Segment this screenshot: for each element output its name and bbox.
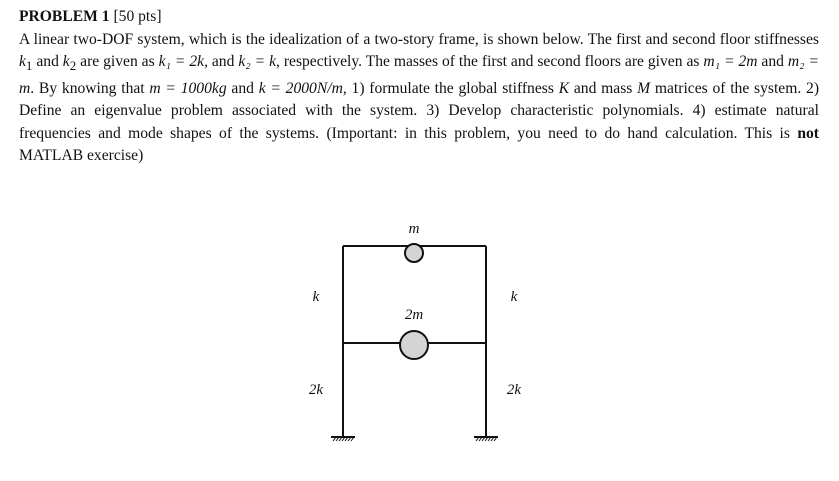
text-3: are given as bbox=[76, 53, 159, 70]
eq-k1: k₁ = 2k bbox=[158, 53, 205, 70]
upper-left-stiffness-label: k bbox=[312, 289, 320, 305]
problem-title: PROBLEM 1 bbox=[19, 8, 110, 25]
text-8: and bbox=[226, 79, 259, 97]
bottom-mass bbox=[400, 331, 428, 359]
text-1: A linear two-DOF system, which is the idealization of a two-story frame, is shown below. The first and second floor stiffnesses bbox=[19, 30, 819, 48]
lower-left-stiffness-label: 2k bbox=[308, 382, 324, 398]
k2-subscript: 2 bbox=[69, 58, 77, 74]
stiffness-matrix-symbol: K bbox=[558, 79, 570, 97]
text-4: , and bbox=[204, 53, 239, 70]
eq-m1: m₁ = 2m bbox=[703, 53, 758, 70]
text-6: and bbox=[757, 53, 788, 70]
mass-matrix-symbol: M bbox=[637, 79, 651, 97]
k1-symbol: k bbox=[19, 53, 26, 70]
top-mass-label: m bbox=[408, 221, 420, 237]
problem-points: [50 pts] bbox=[113, 8, 162, 25]
text-5: , respectively. The masses of the first and second floors are given as bbox=[276, 53, 704, 70]
text-9: , 1) formulate the global stiffness bbox=[342, 79, 559, 97]
text-2: and bbox=[32, 53, 63, 70]
text-7: . By knowing that bbox=[30, 79, 150, 97]
top-mass bbox=[405, 244, 423, 262]
text-10: and mass bbox=[569, 79, 638, 97]
lower-right-stiffness-label: 2k bbox=[506, 382, 522, 398]
text-12: MATLAB exercise) bbox=[19, 147, 144, 165]
eq-m2: m₂ = m bbox=[19, 53, 820, 97]
k1-subscript: 1 bbox=[25, 58, 33, 74]
text-11: matrices of the system. 2) Define an eigenvalue problem associated with the system. 3) Develop characteristic polynomials. 4) estimate natural frequencies and mode shapes of the systems. (Important: in this problem, you need to do hand calculation. This is bbox=[19, 79, 820, 142]
eq-k2: k₂ = k bbox=[238, 53, 276, 70]
eq-k: k = 2000N/m bbox=[258, 79, 343, 97]
upper-right-stiffness-label: k bbox=[510, 289, 518, 305]
not-emphasis: not bbox=[797, 124, 819, 142]
bottom-mass-label: 2m bbox=[404, 307, 424, 323]
eq-m: m = 1000kg bbox=[149, 79, 227, 97]
k2-symbol: k bbox=[62, 53, 70, 70]
